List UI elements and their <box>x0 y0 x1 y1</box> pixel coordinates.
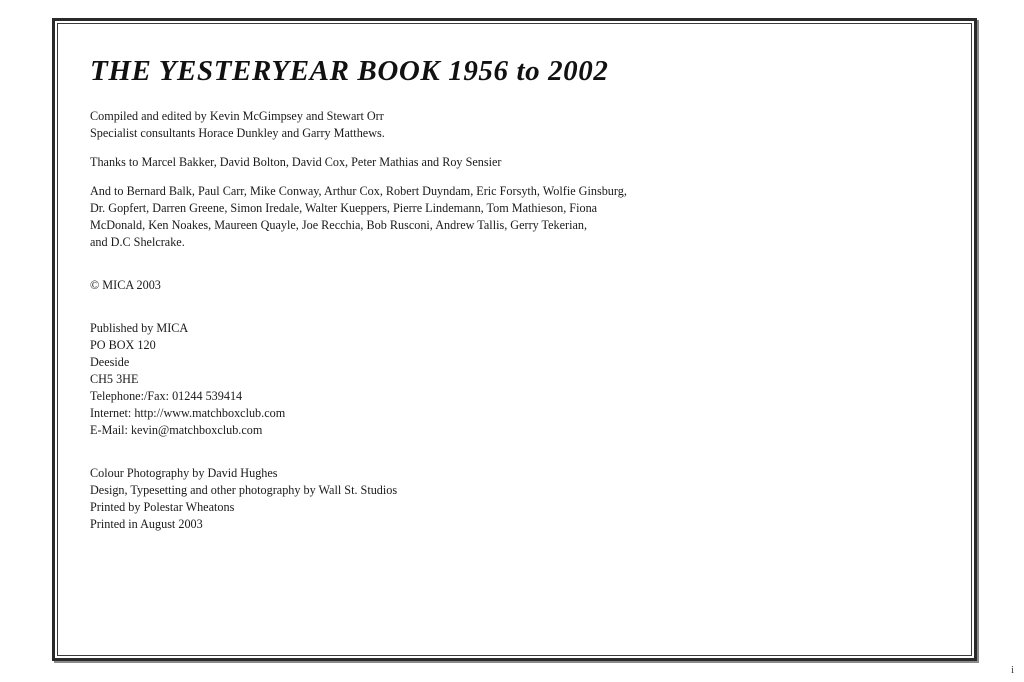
publisher-line: PO BOX 120 <box>90 337 156 352</box>
publisher-line: E-Mail: kevin@matchboxclub.com <box>90 422 263 437</box>
also-thanks-block <box>90 183 950 251</box>
also-thanks-line: and D.C Shelcrake. <box>90 234 185 249</box>
publisher-line: Deeside <box>90 354 130 369</box>
credits-line: Specialist consultants Horace Dunkley and Garry Matthews. <box>90 125 385 140</box>
publisher-line: Telephone:/Fax: 01244 539414 <box>90 388 243 403</box>
also-thanks-line: Dr. Gopfert, Darren Greene, Simon Iredale, Walter Kueppers, Pierre Lindemann, Tom Mathieson, Fiona <box>90 200 598 215</box>
publisher-line: Published by MICA <box>90 320 189 335</box>
page-number: i <box>1011 664 1015 676</box>
page-content <box>90 56 950 545</box>
production-line: Printed in August 2003 <box>90 516 203 531</box>
also-thanks-line: McDonald, Ken Noakes, Maureen Quayle, Joe Recchia, Bob Rusconi, Andrew Tallis, Gerry Tekerian, <box>90 217 588 232</box>
production-line: Colour Photography by David Hughes <box>90 465 278 480</box>
thanks-block <box>90 154 950 171</box>
copyright-notice: © MICA 2003 <box>90 277 161 292</box>
production-line: Design, Typesetting and other photography by Wall St. Studios <box>90 482 398 497</box>
credits-line: Compiled and edited by Kevin McGimpsey and Stewart Orr <box>90 108 384 123</box>
thanks-line: Thanks to Marcel Bakker, David Bolton, David Cox, Peter Mathias and Roy Sensier <box>90 154 502 169</box>
credits-block <box>90 108 950 142</box>
publisher-block <box>90 320 950 439</box>
production-line: Printed by Polestar Wheatons <box>90 499 235 514</box>
publisher-line: Internet: http://www.matchboxclub.com <box>90 405 286 420</box>
publisher-line: CH5 3HE <box>90 371 139 386</box>
book-title: THE YESTERYEAR BOOK 1956 to 2002 <box>90 55 609 87</box>
copyright-block <box>90 277 950 294</box>
also-thanks-line: And to Bernard Balk, Paul Carr, Mike Conway, Arthur Cox, Robert Duyndam, Eric Forsyth, Wolfie Ginsburg, <box>90 183 627 198</box>
production-block <box>90 465 950 533</box>
